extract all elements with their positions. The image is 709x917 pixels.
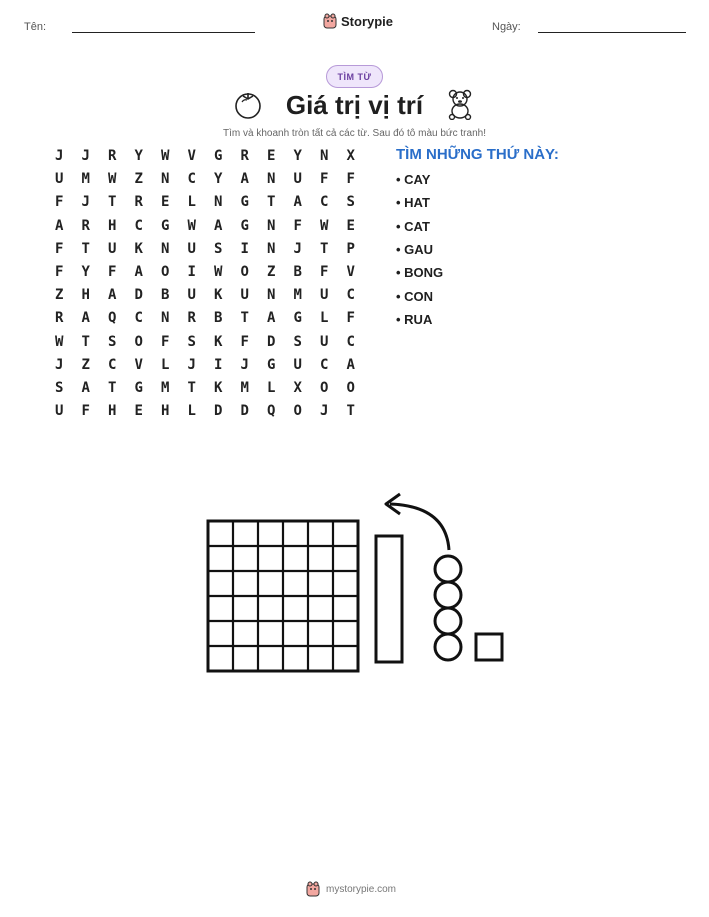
grid-letter[interactable]: U bbox=[293, 356, 302, 373]
grid-letter[interactable]: G bbox=[240, 217, 249, 234]
footer bbox=[306, 881, 396, 897]
grid-letter[interactable]: N bbox=[267, 217, 276, 234]
word-list-item: • CAT bbox=[396, 218, 430, 234]
grid-letter[interactable]: F bbox=[108, 264, 117, 280]
grid-letter[interactable]: J bbox=[240, 356, 249, 373]
grid-letter[interactable]: I bbox=[187, 264, 196, 280]
grid-letter[interactable]: K bbox=[134, 240, 143, 257]
grid-letter[interactable]: Z bbox=[55, 287, 64, 304]
grid-letter[interactable]: U bbox=[293, 171, 302, 188]
grid-letter[interactable]: E bbox=[161, 194, 170, 211]
grid-letter[interactable]: R bbox=[81, 217, 90, 234]
storypie-logo-icon bbox=[323, 13, 337, 29]
teddy-bear-icon bbox=[444, 88, 476, 120]
grid-letter[interactable]: I bbox=[214, 356, 223, 373]
grid-letter[interactable]: S bbox=[214, 240, 223, 257]
grid-letter[interactable]: S bbox=[108, 333, 117, 350]
arrow-line bbox=[390, 504, 449, 550]
grid-letter[interactable]: V bbox=[134, 356, 143, 373]
grid-letter[interactable]: E bbox=[346, 217, 355, 234]
grid-letter[interactable]: J bbox=[320, 403, 329, 420]
grid-letter[interactable]: F bbox=[55, 194, 64, 211]
grid-row bbox=[55, 148, 373, 164]
grid-letter[interactable]: K bbox=[214, 380, 223, 396]
grid-letter[interactable]: F bbox=[161, 333, 170, 350]
grid-row bbox=[55, 357, 373, 373]
grid-letter[interactable]: G bbox=[240, 194, 249, 211]
grid-letter[interactable]: O bbox=[346, 380, 355, 396]
grid-letter[interactable]: T bbox=[346, 403, 355, 420]
tens-rod bbox=[376, 536, 402, 662]
grid-row bbox=[55, 287, 373, 303]
grid-letter[interactable]: L bbox=[161, 356, 170, 373]
grid-letter[interactable]: J bbox=[81, 148, 90, 164]
grid-row bbox=[55, 171, 373, 187]
grid-letter[interactable]: D bbox=[240, 403, 249, 420]
grid-letter[interactable]: U bbox=[320, 287, 329, 304]
grid-letter[interactable]: W bbox=[320, 217, 329, 234]
grid-letter[interactable]: T bbox=[81, 333, 90, 350]
grid-letter[interactable]: J bbox=[293, 240, 302, 257]
grid-letter[interactable]: V bbox=[187, 148, 196, 164]
grid-letter[interactable]: F bbox=[55, 240, 64, 257]
grid-letter[interactable]: F bbox=[346, 310, 355, 327]
grid-letter[interactable]: Y bbox=[81, 264, 90, 280]
grid-letter[interactable]: G bbox=[214, 148, 223, 164]
grid-letter[interactable]: G bbox=[293, 310, 302, 327]
grid-letter[interactable]: C bbox=[320, 356, 329, 373]
word-list-item: • HAT bbox=[396, 195, 430, 211]
grid-letter[interactable]: O bbox=[161, 264, 170, 280]
grid-letter[interactable]: M bbox=[81, 171, 90, 188]
grid-row bbox=[55, 218, 373, 234]
word-search-badge: TÌM TỪ bbox=[326, 65, 383, 88]
grid-letter[interactable]: U bbox=[108, 240, 117, 257]
ones-circles bbox=[435, 556, 461, 660]
grid-letter[interactable]: A bbox=[267, 310, 276, 327]
grid-letter[interactable]: F bbox=[293, 217, 302, 234]
grid-letter[interactable]: S bbox=[55, 380, 64, 396]
ones-cube bbox=[476, 634, 502, 660]
grid-letter[interactable]: K bbox=[214, 287, 223, 304]
grid-letter[interactable]: B bbox=[214, 310, 223, 327]
grid-letter[interactable]: J bbox=[55, 356, 64, 373]
grid-letter[interactable]: Z bbox=[81, 356, 90, 373]
grid-letter[interactable]: T bbox=[187, 380, 196, 396]
word-list-item: • BONG bbox=[396, 265, 444, 281]
grid-letter[interactable]: F bbox=[320, 171, 329, 188]
grid-letter[interactable]: X bbox=[346, 148, 355, 164]
grid-letter[interactable]: R bbox=[134, 194, 143, 211]
grid-letter[interactable]: N bbox=[161, 310, 170, 327]
grid-letter[interactable]: T bbox=[108, 194, 117, 211]
grid-letter[interactable]: N bbox=[214, 194, 223, 211]
grid-letter[interactable]: F bbox=[320, 264, 329, 280]
grid-letter[interactable]: L bbox=[187, 403, 196, 420]
grid-letter[interactable]: M bbox=[293, 287, 302, 304]
grid-letter[interactable]: J bbox=[187, 356, 196, 373]
grid-letter[interactable]: C bbox=[346, 287, 355, 304]
word-list-item: • CAY bbox=[396, 172, 431, 187]
grid-letter[interactable]: S bbox=[346, 194, 355, 211]
grid-letter[interactable]: K bbox=[214, 333, 223, 350]
date-label: Ngày: bbox=[492, 21, 521, 33]
grid-letter[interactable]: T bbox=[81, 240, 90, 257]
word-list-item: • CON bbox=[396, 288, 434, 304]
grid-row bbox=[55, 334, 373, 350]
word-list-item: • GAU bbox=[396, 241, 434, 257]
grid-letter[interactable]: T bbox=[267, 194, 276, 211]
grid-letter[interactable]: U bbox=[187, 287, 196, 304]
grid-letter[interactable]: U bbox=[55, 403, 64, 420]
grid-letter[interactable]: T bbox=[108, 380, 117, 396]
grid-letter[interactable]: C bbox=[187, 171, 196, 188]
grid-letter[interactable]: B bbox=[161, 287, 170, 304]
grid-letter[interactable]: J bbox=[81, 194, 90, 211]
storypie-logo-icon bbox=[306, 881, 320, 897]
grid-letter[interactable]: A bbox=[293, 194, 302, 211]
name-field-line[interactable] bbox=[72, 32, 255, 33]
grid-letter[interactable]: J bbox=[55, 148, 64, 164]
grid-letter[interactable]: Q bbox=[108, 310, 117, 327]
grid-letter[interactable]: A bbox=[55, 217, 64, 234]
grid-letter[interactable]: O bbox=[293, 403, 302, 420]
grid-row bbox=[55, 310, 373, 326]
grid-letter[interactable]: A bbox=[346, 356, 355, 373]
grid-letter[interactable]: V bbox=[346, 264, 355, 280]
grid-row bbox=[55, 380, 373, 396]
grid-letter[interactable]: Z bbox=[267, 264, 276, 280]
grid-letter[interactable]: N bbox=[267, 171, 276, 188]
grid-letter[interactable]: C bbox=[346, 333, 355, 350]
grid-letter[interactable]: E bbox=[267, 148, 276, 164]
grid-letter[interactable]: P bbox=[346, 240, 355, 257]
grid-letter[interactable]: Y bbox=[293, 148, 302, 164]
grid-letter[interactable]: U bbox=[320, 333, 329, 350]
grid-letter[interactable]: W bbox=[108, 171, 117, 188]
grid-letter[interactable]: A bbox=[134, 264, 143, 280]
grid-letter[interactable]: F bbox=[81, 403, 90, 420]
grid-letter[interactable]: C bbox=[108, 356, 117, 373]
grid-letter[interactable]: E bbox=[134, 403, 143, 420]
hundreds-block bbox=[208, 521, 358, 671]
place-value-blocks-picture[interactable] bbox=[200, 488, 510, 678]
grid-letter[interactable]: M bbox=[161, 380, 170, 396]
grid-letter[interactable]: R bbox=[108, 148, 117, 164]
grid-letter[interactable]: Q bbox=[267, 403, 276, 420]
grid-letter[interactable]: Z bbox=[134, 171, 143, 188]
grid-letter[interactable]: C bbox=[134, 310, 143, 327]
grid-letter[interactable]: I bbox=[240, 240, 249, 257]
grid-letter[interactable]: H bbox=[161, 403, 170, 420]
grid-letter[interactable]: W bbox=[187, 217, 196, 234]
grid-letter[interactable]: H bbox=[108, 403, 117, 420]
grid-letter[interactable]: L bbox=[320, 310, 329, 327]
grid-letter[interactable]: Y bbox=[214, 171, 223, 188]
brand-name: Storypie bbox=[341, 13, 394, 29]
grid-letter[interactable]: U bbox=[187, 240, 196, 257]
grid-letter[interactable]: R bbox=[240, 148, 249, 164]
grid-letter[interactable]: R bbox=[55, 310, 64, 327]
grid-letter[interactable]: Y bbox=[134, 148, 143, 164]
grid-letter[interactable]: S bbox=[187, 333, 196, 350]
grid-letter[interactable]: O bbox=[320, 380, 329, 396]
grid-letter[interactable]: C bbox=[134, 217, 143, 234]
grid-letter[interactable]: L bbox=[267, 380, 276, 396]
grid-letter[interactable]: N bbox=[161, 240, 170, 257]
grid-letter[interactable]: D bbox=[267, 333, 276, 350]
grid-letter[interactable]: F bbox=[55, 264, 64, 280]
grid-letter[interactable]: A bbox=[214, 217, 223, 234]
grid-letter[interactable]: L bbox=[187, 194, 196, 211]
grid-letter[interactable]: T bbox=[320, 240, 329, 257]
grid-row bbox=[55, 264, 373, 280]
footer-url: mystorypie.com bbox=[326, 883, 397, 895]
grid-letter[interactable]: O bbox=[240, 264, 249, 280]
grid-letter[interactable]: N bbox=[267, 287, 276, 304]
grid-letter[interactable]: A bbox=[108, 287, 117, 304]
grid-letter[interactable]: B bbox=[293, 264, 302, 280]
grid-letter[interactable]: W bbox=[214, 264, 223, 280]
grid-letter[interactable]: A bbox=[81, 310, 90, 327]
word-list-item: • RUA bbox=[396, 311, 433, 327]
name-label: Tên: bbox=[24, 21, 47, 33]
grid-letter[interactable]: X bbox=[293, 380, 302, 396]
grid-letter[interactable]: U bbox=[240, 287, 249, 304]
word-list-title: TÌM NHỮNG THỨ NÀY: bbox=[396, 146, 559, 163]
grid-letter[interactable]: U bbox=[55, 171, 64, 188]
grid-letter[interactable]: D bbox=[134, 287, 143, 304]
grid-letter[interactable]: G bbox=[161, 217, 170, 234]
page-title: Giá trị vị trí bbox=[285, 90, 424, 120]
grid-letter[interactable]: W bbox=[55, 333, 64, 350]
grid-letter[interactable]: N bbox=[267, 240, 276, 257]
date-field-line[interactable] bbox=[538, 32, 686, 33]
grid-letter[interactable]: F bbox=[240, 333, 249, 350]
grid-letter[interactable]: S bbox=[293, 333, 302, 350]
grid-letter[interactable]: C bbox=[320, 194, 329, 211]
grid-letter[interactable]: N bbox=[161, 171, 170, 188]
grid-letter[interactable]: H bbox=[108, 217, 117, 234]
grid-letter[interactable]: W bbox=[161, 148, 170, 164]
brand-logo bbox=[323, 13, 393, 29]
grid-letter[interactable]: G bbox=[267, 356, 276, 373]
grid-letter[interactable]: N bbox=[320, 148, 329, 164]
instructions: Tìm và khoanh tròn tất cả các từ. Sau đó tô màu bức tranh! bbox=[223, 128, 486, 139]
grid-letter[interactable]: R bbox=[187, 310, 196, 327]
grid-letter[interactable]: A bbox=[81, 380, 90, 396]
grid-letter[interactable]: H bbox=[81, 287, 90, 304]
grid-letter[interactable]: M bbox=[240, 380, 249, 396]
grid-letter[interactable]: A bbox=[240, 171, 249, 188]
grid-row bbox=[55, 241, 373, 257]
grid-letter[interactable]: D bbox=[214, 403, 223, 420]
grid-row bbox=[55, 194, 373, 210]
grid-letter[interactable]: O bbox=[134, 333, 143, 350]
grid-letter[interactable]: T bbox=[240, 310, 249, 327]
grid-row bbox=[55, 403, 373, 419]
grid-letter[interactable]: G bbox=[134, 380, 143, 396]
grid-letter[interactable]: F bbox=[346, 171, 355, 188]
